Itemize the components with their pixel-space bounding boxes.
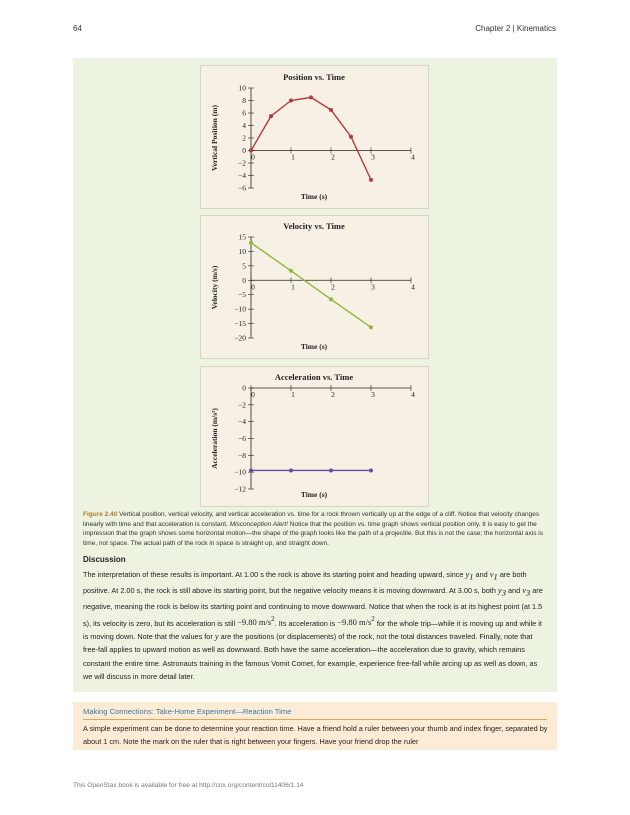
data-point (289, 468, 293, 472)
math-v1: $v_1$ (489, 569, 498, 582)
math-accel-1: −9.80 $m/s^2$ (237, 615, 275, 628)
chapter-header: Chapter 2 | Kinematics (475, 24, 556, 33)
y-tick-label: −15 (234, 319, 246, 329)
text-run: for the whole trip—while it is moving up and while it is moving down. Note that the values for (83, 618, 542, 641)
x-tick-label: 3 (371, 390, 375, 399)
y-tick-label: −12 (234, 484, 246, 494)
x-axis-label: Time (s) (300, 342, 328, 351)
data-point (309, 95, 313, 99)
y-tick-label: −4 (238, 171, 246, 180)
chart-title: Velocity vs. Time (283, 221, 345, 231)
y-tick-label: 0 (242, 383, 246, 393)
acceleration-chart-panel (200, 366, 429, 507)
connections-body: A simple experiment can be done to determine your reaction time. Have a friend hold a ruler between your thumb and index finger, separated by about 1 cm. Note the mark on the ruler that is right between your fingers. Have your friend drop the ruler (83, 724, 548, 746)
y-tick-label: −8 (238, 450, 246, 460)
text-run: are negative, meaning the rock is below its starting point and continuing to move downward. Notice that when the rock is at its highest point (at 1.5 s), its velocity is zero, but its acceleration is still (83, 586, 543, 628)
data-point (369, 178, 373, 182)
series-line (251, 243, 371, 328)
x-tick-label: 0 (251, 390, 255, 399)
position-chart-panel (200, 65, 429, 209)
y-tick-label: 10 (238, 83, 246, 93)
x-tick-label: 1 (291, 390, 295, 399)
data-point (269, 114, 273, 118)
footer-text: This OpenStax book is available for free at http://cnx.org/content/col11406/1.14 (73, 782, 304, 789)
text-run: are both positive. At 2.00 s, the rock is still above its starting point, but the negative velocity means it is moving downward. At 3.00 s, both (83, 570, 527, 596)
y-axis-label: Vertical Position (m) (210, 105, 219, 171)
figure-caption (83, 510, 547, 548)
math-v3: $v_3$ (522, 585, 531, 598)
y-tick-label: −6 (238, 183, 246, 193)
data-point (329, 297, 333, 301)
connections-box (73, 702, 557, 750)
data-point (329, 108, 333, 112)
discussion-title: Discussion (83, 555, 126, 564)
x-tick-label: 4 (411, 152, 415, 162)
y-tick-label: 6 (242, 108, 246, 118)
chart-title: Position vs. Time (283, 72, 345, 82)
caption-text-2: Notice that the position vs. time graph shows vertical position only. It is easy to get the impression that the graph shows some horizontal motion—the shape of the graph looks like the path of a projectile. But this is not the case; the horizontal axis is time, not space. The actual path of the rock in space is straight up, and straight down. (83, 520, 543, 547)
connections-divider (83, 719, 547, 720)
x-tick-label: 2 (331, 152, 335, 162)
x-tick-label: 1 (291, 152, 295, 162)
y-tick-label: 0 (242, 146, 246, 155)
data-point (349, 135, 353, 139)
x-tick-label: 0 (251, 282, 255, 292)
text-run: The interpretation of these results is important. At 1.00 s the rock is above its starting point and heading upward, since (83, 570, 466, 579)
y-axis-label: Acceleration (m/s²) (210, 408, 219, 469)
x-tick-label: 1 (291, 282, 295, 292)
page-number: 64 (73, 24, 82, 33)
math-y1: $y_1$ (465, 569, 474, 582)
figure-label: Figure 2.40 (83, 511, 118, 518)
data-point (289, 269, 293, 273)
x-axis-label: Time (s) (300, 192, 328, 201)
y-tick-label: 4 (242, 121, 246, 130)
y-tick-label: 8 (242, 96, 246, 105)
x-tick-label: 3 (371, 282, 375, 292)
x-tick-label: 4 (411, 390, 415, 399)
y-tick-label: −4 (238, 417, 246, 427)
y-tick-label: −10 (234, 304, 246, 314)
x-axis-label: Time (s) (300, 490, 328, 499)
text-run: and (505, 586, 523, 596)
caption-misconception: Misconception Alert! (229, 520, 288, 528)
discussion-paragraph (83, 568, 548, 683)
x-tick-label: 2 (331, 282, 335, 292)
series-line (251, 97, 371, 180)
x-tick-label: 2 (331, 390, 335, 399)
y-tick-label: −10 (234, 467, 246, 477)
velocity-chart-panel (200, 215, 429, 359)
acceleration-vs-time-chart (201, 367, 428, 506)
data-point (369, 325, 373, 329)
y-axis-label: Velocity (m/s) (210, 265, 219, 310)
y-tick-label: 10 (238, 246, 246, 256)
math-y: y (214, 630, 219, 641)
data-point (329, 468, 333, 472)
y-tick-label: 15 (238, 232, 246, 242)
y-tick-label: −2 (238, 400, 246, 410)
data-point (369, 468, 373, 472)
y-tick-label: −2 (238, 158, 246, 168)
math-y3: $y_3$ (497, 585, 506, 598)
y-tick-label: 2 (242, 133, 246, 143)
position-vs-time-chart (201, 66, 428, 208)
text-run: . Its acceleration is (274, 618, 338, 628)
data-point (249, 149, 253, 153)
x-tick-label: 0 (251, 152, 255, 162)
connections-title: Making Connections: Take-Home Experiment—Reaction Time (83, 707, 292, 716)
chart-title: Acceleration vs. Time (274, 372, 354, 382)
caption-text: Vertical position, vertical velocity, and vertical acceleration vs. time for a rock thrown vertically up at the edge of a cliff. Notice that velocity changes linearly with time and that acceleration is constant. (83, 511, 540, 528)
y-tick-label: −20 (234, 333, 246, 343)
data-point (249, 241, 253, 245)
data-point (249, 468, 253, 472)
y-tick-label: −5 (238, 290, 246, 300)
velocity-vs-time-chart (201, 216, 428, 358)
x-tick-label: 3 (371, 152, 375, 162)
data-point (289, 99, 293, 103)
y-tick-label: 0 (242, 275, 246, 285)
x-tick-label: 4 (411, 282, 415, 292)
math-accel-2: −9.80 $m/s^2$ (337, 615, 375, 628)
text-run: and (473, 570, 490, 579)
y-tick-label: 5 (242, 261, 246, 271)
y-tick-label: −6 (238, 434, 246, 443)
text-run: are the positions (or displacements) of the rock, not the total distances traveled. Finally, note that free-fall applies to upward motion as well as downward. Both have the same acceleration—the acceleration due to gravity, which remains constant the entire time. Astronauts training in the famous Vomit Comet, for example, experience free-fall while arcing up as well as down, as we will discuss in more detail later. (83, 631, 538, 682)
